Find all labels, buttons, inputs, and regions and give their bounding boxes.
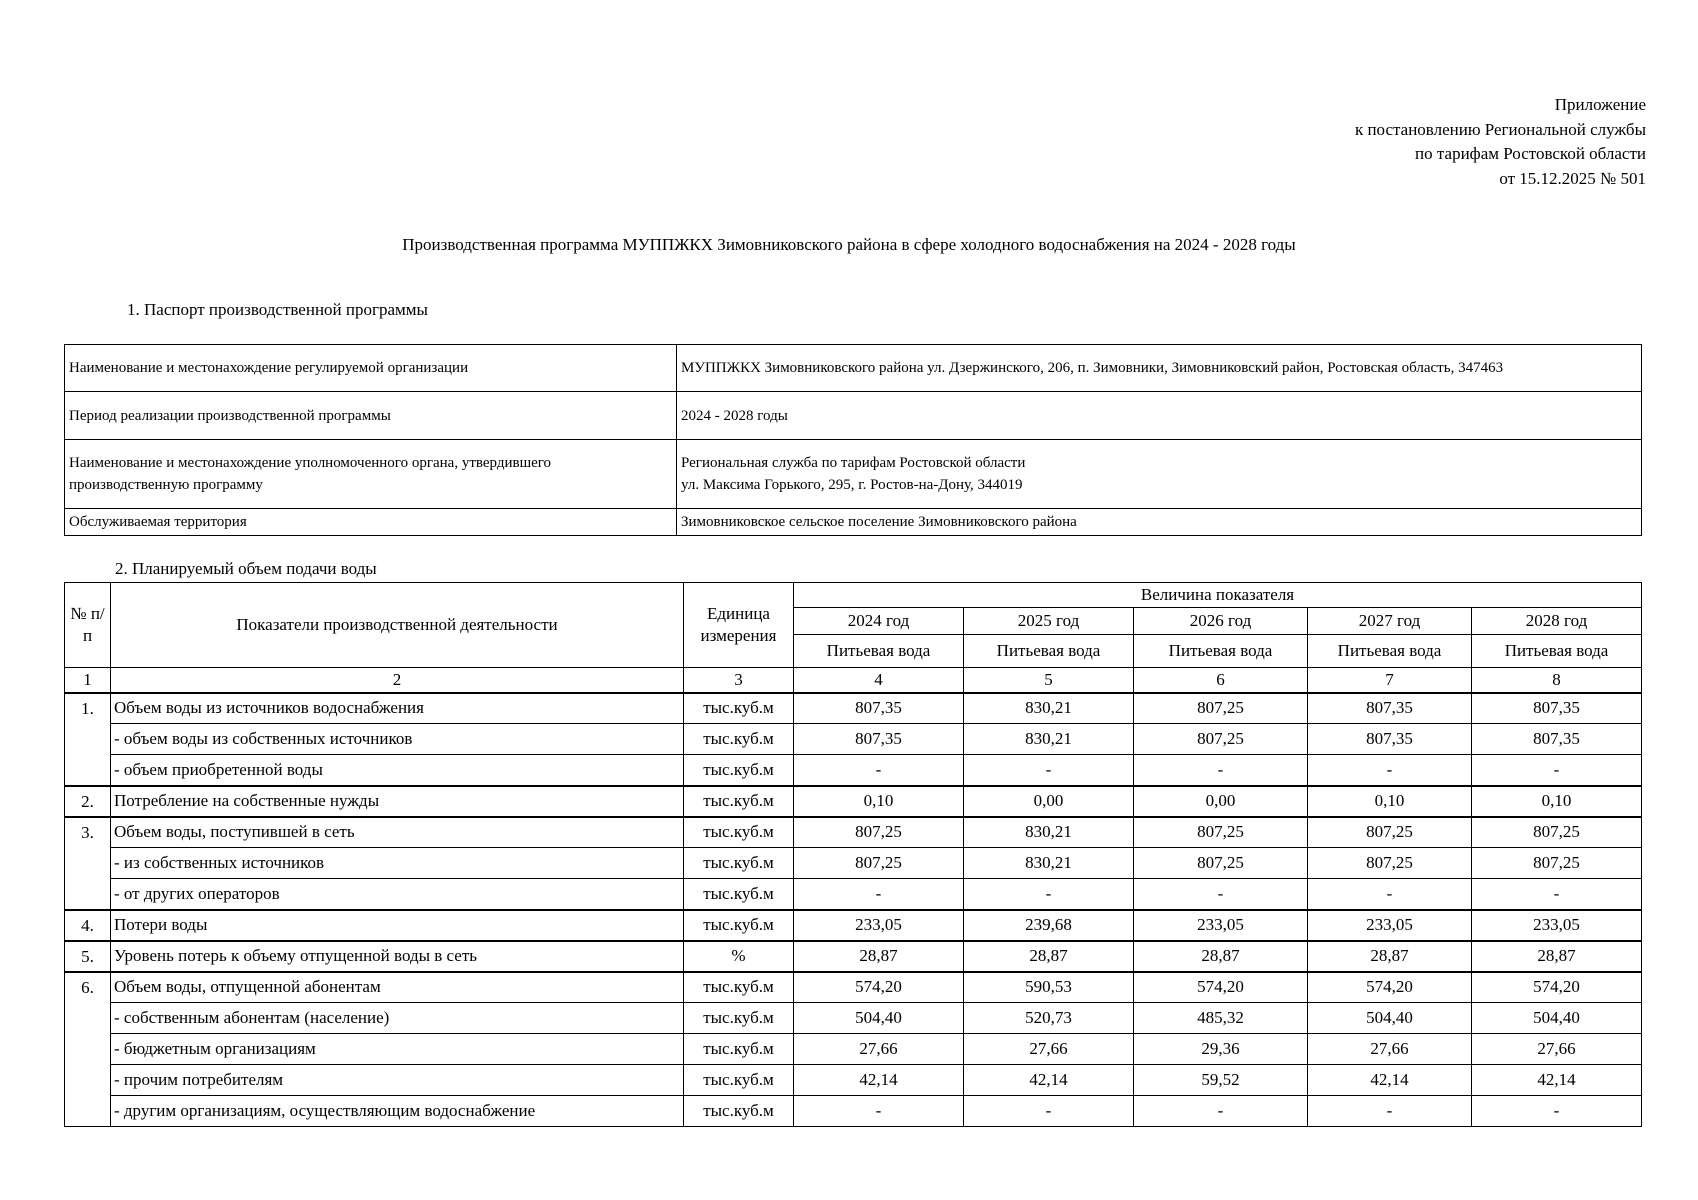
- row-value: 807,35: [1472, 693, 1642, 724]
- appendix-header: [1355, 93, 1646, 191]
- row-value: 233,05: [1308, 910, 1472, 941]
- row-value: 807,35: [1308, 693, 1472, 724]
- row-value: 42,14: [794, 1065, 964, 1096]
- column-number: 6: [1134, 668, 1308, 693]
- header-year: 2026 год: [1134, 608, 1308, 635]
- row-value: 42,14: [1308, 1065, 1472, 1096]
- passport-label: Обслуживаемая территория: [65, 509, 677, 536]
- passport-row: [65, 509, 1642, 536]
- column-number: 5: [964, 668, 1134, 693]
- row-unit: %: [684, 941, 794, 972]
- row-indicator: - собственным абонентам (население): [111, 1003, 684, 1034]
- passport-value: [677, 345, 1642, 392]
- appendix-line-1: Приложение: [1554, 95, 1646, 114]
- row-value: 27,66: [1308, 1034, 1472, 1065]
- row-value: 807,25: [1134, 724, 1308, 755]
- passport-table: [64, 344, 1642, 536]
- row-value: 807,25: [1134, 817, 1308, 848]
- row-number: 3.: [65, 817, 111, 910]
- row-value: 28,87: [1308, 941, 1472, 972]
- row-unit: тыс.куб.м: [684, 755, 794, 786]
- passport-value-line: 2024 - 2028 годы: [681, 407, 788, 424]
- row-value: 807,35: [1308, 724, 1472, 755]
- water-supply-table: [64, 582, 1642, 1127]
- row-unit: тыс.куб.м: [684, 1034, 794, 1065]
- row-value: 807,25: [1472, 848, 1642, 879]
- row-value: 807,35: [794, 693, 964, 724]
- row-unit: тыс.куб.м: [684, 817, 794, 848]
- row-indicator: Объем воды, отпущенной абонентам: [111, 972, 684, 1003]
- row-value: -: [1472, 755, 1642, 786]
- row-value: 28,87: [1472, 941, 1642, 972]
- table-row: [65, 1065, 1642, 1096]
- passport-value: [677, 509, 1642, 536]
- row-unit: тыс.куб.м: [684, 1065, 794, 1096]
- table-header-row: [65, 583, 1642, 608]
- appendix-line-3: по тарифам Ростовской области: [1415, 144, 1646, 163]
- row-value: 807,25: [1472, 817, 1642, 848]
- row-value: 807,25: [794, 817, 964, 848]
- row-value: -: [1134, 755, 1308, 786]
- row-number: 5.: [65, 941, 111, 972]
- row-unit: тыс.куб.м: [684, 1003, 794, 1034]
- row-value: 233,05: [1134, 910, 1308, 941]
- row-value: 520,73: [964, 1003, 1134, 1034]
- passport-label: Период реализации производственной программы: [65, 392, 677, 440]
- section-1-heading: 1. Паспорт производственной программы: [127, 300, 428, 319]
- column-number: 7: [1308, 668, 1472, 693]
- row-value: 0,00: [1134, 786, 1308, 817]
- header-water-type: Питьевая вода: [1134, 635, 1308, 668]
- row-number: 2.: [65, 786, 111, 817]
- header-water-type: Питьевая вода: [1472, 635, 1642, 668]
- header-num: № п/п: [65, 583, 111, 668]
- row-value: 0,10: [1472, 786, 1642, 817]
- table-row: [65, 755, 1642, 786]
- row-value: 485,32: [1134, 1003, 1308, 1034]
- row-unit: тыс.куб.м: [684, 848, 794, 879]
- row-value: 830,21: [964, 724, 1134, 755]
- row-value: 27,66: [794, 1034, 964, 1065]
- row-unit: тыс.куб.м: [684, 693, 794, 724]
- row-value: -: [964, 755, 1134, 786]
- row-indicator: Уровень потерь к объему отпущенной воды в сеть: [111, 941, 684, 972]
- row-value: 233,05: [1472, 910, 1642, 941]
- row-indicator: - от других операторов: [111, 879, 684, 910]
- row-value: 27,66: [1472, 1034, 1642, 1065]
- row-value: 807,25: [1308, 817, 1472, 848]
- document-title: Производственная программа МУППЖКХ Зимовниковского района в сфере холодного водоснабжения на 2024 - 2028 годы: [402, 235, 1296, 254]
- row-value: 239,68: [964, 910, 1134, 941]
- row-unit: тыс.куб.м: [684, 786, 794, 817]
- row-value: 830,21: [964, 848, 1134, 879]
- table-row: [65, 817, 1642, 848]
- row-value: 807,25: [794, 848, 964, 879]
- row-value: -: [964, 1096, 1134, 1127]
- row-number: 4.: [65, 910, 111, 941]
- row-value: 807,25: [1308, 848, 1472, 879]
- row-value: 590,53: [964, 972, 1134, 1003]
- row-value: 28,87: [964, 941, 1134, 972]
- row-value: 233,05: [794, 910, 964, 941]
- appendix-line-4: от 15.12.2025 № 501: [1499, 168, 1646, 188]
- row-value: 504,40: [794, 1003, 964, 1034]
- table-row: [65, 786, 1642, 817]
- row-unit: тыс.куб.м: [684, 910, 794, 941]
- row-value: -: [1308, 879, 1472, 910]
- row-value: 59,52: [1134, 1065, 1308, 1096]
- row-indicator: - объем воды из собственных источников: [111, 724, 684, 755]
- row-value: 27,66: [964, 1034, 1134, 1065]
- passport-label: Наименование и местонахождение уполномоченного органа, утвердившего производственную программу: [65, 440, 677, 509]
- row-unit: тыс.куб.м: [684, 724, 794, 755]
- header-water-type: Питьевая вода: [964, 635, 1134, 668]
- row-value: 0,10: [794, 786, 964, 817]
- table-row: [65, 910, 1642, 941]
- header-year: 2024 год: [794, 608, 964, 635]
- row-value: -: [794, 755, 964, 786]
- row-indicator: - из собственных источников: [111, 848, 684, 879]
- row-value: -: [1472, 1096, 1642, 1127]
- row-value: -: [1308, 1096, 1472, 1127]
- row-indicator: Объем воды, поступившей в сеть: [111, 817, 684, 848]
- row-value: 574,20: [794, 972, 964, 1003]
- row-value: 574,20: [1308, 972, 1472, 1003]
- table-row: [65, 879, 1642, 910]
- table-body: [65, 693, 1642, 1127]
- passport-label: Наименование и местонахождение регулируемой организации: [65, 345, 677, 392]
- row-value: 807,25: [1134, 848, 1308, 879]
- row-value: 42,14: [1472, 1065, 1642, 1096]
- passport-value-line: Региональная служба по тарифам Ростовской области: [681, 455, 1026, 471]
- row-value: 504,40: [1472, 1003, 1642, 1034]
- header-unit: Единица измерения: [684, 583, 794, 668]
- header-year: 2027 год: [1308, 608, 1472, 635]
- row-unit: тыс.куб.м: [684, 879, 794, 910]
- row-value: 574,20: [1472, 972, 1642, 1003]
- header-indicator: Показатели производственной деятельности: [111, 583, 684, 668]
- header-water-type: Питьевая вода: [1308, 635, 1472, 668]
- row-value: 830,21: [964, 817, 1134, 848]
- passport-row: [65, 392, 1642, 440]
- header-year: 2025 год: [964, 608, 1134, 635]
- row-unit: тыс.куб.м: [684, 1096, 794, 1127]
- row-indicator: Потери воды: [111, 910, 684, 941]
- column-number: 1: [65, 668, 111, 693]
- table-row: [65, 1003, 1642, 1034]
- column-number: 3: [684, 668, 794, 693]
- section-2-heading: 2. Планируемый объем подачи воды: [115, 559, 377, 578]
- row-number: 1.: [65, 693, 111, 786]
- row-value: 807,35: [1472, 724, 1642, 755]
- row-indicator: - бюджетным организациям: [111, 1034, 684, 1065]
- row-indicator: - объем приобретенной воды: [111, 755, 684, 786]
- row-unit: тыс.куб.м: [684, 972, 794, 1003]
- row-value: 0,10: [1308, 786, 1472, 817]
- column-number-row: [65, 668, 1642, 693]
- row-value: 807,25: [1134, 693, 1308, 724]
- passport-value: [677, 392, 1642, 440]
- passport-value-line: Зимовниковское сельское поселение Зимовниковского района: [681, 514, 1077, 530]
- passport-value: [677, 440, 1642, 509]
- header-value-group: Величина показателя: [794, 583, 1642, 608]
- appendix-line-2: к постановлению Региональной службы: [1354, 119, 1646, 139]
- row-value: 0,00: [964, 786, 1134, 817]
- row-value: -: [794, 1096, 964, 1127]
- row-value: 28,87: [1134, 941, 1308, 972]
- row-number: 6.: [65, 972, 111, 1127]
- table-row: [65, 1096, 1642, 1127]
- row-value: 504,40: [1308, 1003, 1472, 1034]
- table-row: [65, 848, 1642, 879]
- row-value: 807,35: [794, 724, 964, 755]
- row-value: -: [1308, 755, 1472, 786]
- header-year: 2028 год: [1472, 608, 1642, 635]
- row-value: -: [794, 879, 964, 910]
- passport-value-line: ул. Максима Горького, 295, г. Ростов-на-Дону, 344019: [681, 477, 1023, 493]
- table-row: [65, 693, 1642, 724]
- row-value: -: [1134, 879, 1308, 910]
- column-number: 2: [111, 668, 684, 693]
- row-value: 830,21: [964, 693, 1134, 724]
- table-row: [65, 724, 1642, 755]
- passport-row: [65, 345, 1642, 392]
- row-value: -: [964, 879, 1134, 910]
- table-row: [65, 941, 1642, 972]
- row-value: -: [1134, 1096, 1308, 1127]
- table-row: [65, 1034, 1642, 1065]
- table-row: [65, 972, 1642, 1003]
- row-indicator: - другим организациям, осуществляющим водоснабжение: [111, 1096, 684, 1127]
- column-number: 4: [794, 668, 964, 693]
- header-water-type: Питьевая вода: [794, 635, 964, 668]
- row-indicator: Объем воды из источников водоснабжения: [111, 693, 684, 724]
- row-value: -: [1472, 879, 1642, 910]
- row-indicator: Потребление на собственные нужды: [111, 786, 684, 817]
- passport-value-line: МУППЖКХ Зимовниковского района ул. Дзержинского, 206, п. Зимовники, Зимовниковский район, Ростовская область, 347463: [681, 360, 1504, 376]
- row-indicator: - прочим потребителям: [111, 1065, 684, 1096]
- row-value: 29,36: [1134, 1034, 1308, 1065]
- row-value: 42,14: [964, 1065, 1134, 1096]
- column-number: 8: [1472, 668, 1642, 693]
- row-value: 574,20: [1134, 972, 1308, 1003]
- row-value: 28,87: [794, 941, 964, 972]
- passport-row: [65, 440, 1642, 509]
